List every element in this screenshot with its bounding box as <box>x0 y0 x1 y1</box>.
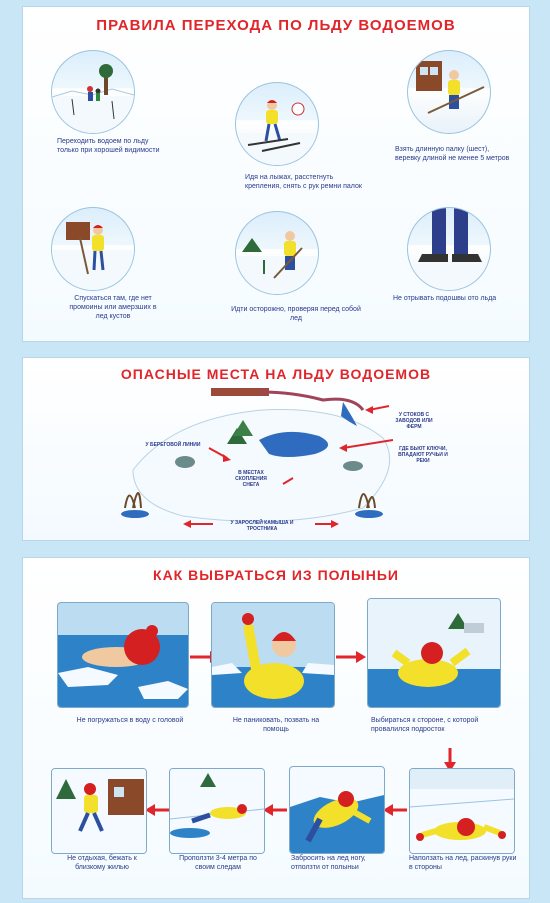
caption-pole-rope: Взять длинную палку (шест), веревку длиной не менее 5 метров <box>395 146 510 162</box>
rescue-title: КАК ВЫБРАТЬСЯ ИЗ ПОЛЫНЬИ <box>153 567 399 583</box>
step-2-caption: Не паниковать, позвать на помощь <box>232 717 320 733</box>
ice-rules-panel <box>22 6 530 342</box>
caption-check-ice: Идти осторожно, проверяя перед собой лед <box>231 306 361 322</box>
step-4-illustration <box>409 768 515 854</box>
caption-good-visibility: Переходить водоем по льду только при хорошей видимости <box>57 138 160 154</box>
arrow-left-icon <box>145 804 169 816</box>
caption-feet-on-ice: Не отрывать подошвы ото льда <box>393 295 497 302</box>
illustration-feet-sliding <box>407 207 491 291</box>
label-reeds: У ЗАРОСЛЕЙ КАМЫША И ТРОСТНИКА <box>230 520 294 532</box>
step-5-caption: Забросить на лед ногу, отползти от полыньи <box>291 855 366 871</box>
illustration-skier <box>235 82 319 166</box>
caption-skis-bindings: Идя на лыжах, расстегнуть крепления, снять с рук ремни палок <box>245 174 362 190</box>
step-5-illustration <box>289 766 385 854</box>
step-7-illustration <box>51 768 147 854</box>
illustration-pole-and-rope <box>407 50 491 134</box>
step-3-illustration <box>367 598 501 708</box>
step-1-caption: Не погружаться в воду с головой <box>76 717 184 724</box>
step-7-caption: Не отдыхая, бежать к близкому жилью <box>67 855 137 871</box>
caption-descend-safe: Спускаться там, где нет промоины или амерзших в лед кустов <box>69 295 157 320</box>
step-2-illustration <box>211 602 335 708</box>
step-6-illustration <box>169 768 265 854</box>
ice-rules-title: ПРАВИЛА ПЕРЕХОДА ПО ЛЬДУ ВОДОЕМОВ <box>96 17 456 34</box>
step-4-caption: Наползать на лед, раскинув руки в стороны <box>409 855 517 871</box>
arrow-right-icon <box>336 651 366 663</box>
arrow-left-icon <box>383 804 407 816</box>
label-shoreline: У БЕРЕГОВОЙ ЛИНИИ <box>145 442 201 448</box>
illustration-descending <box>51 207 135 291</box>
label-snow: В МЕСТАХ СКОПЛЕНИЯ СНЕГА <box>235 470 267 488</box>
step-3-caption: Выбираться к стороне, с которой провалился подросток <box>371 717 479 733</box>
rescue-steps-panel <box>22 557 530 899</box>
dangerous-places-title: ОПАСНЫЕ МЕСТА НА ЛЬДУ ВОДОЕМОВ <box>120 366 432 382</box>
illustration-checking-ice <box>235 211 319 295</box>
illustration-family-crossing <box>51 50 135 134</box>
step-6-caption: Проползти 3-4 метра по своим следам <box>179 855 257 871</box>
arrow-left-icon <box>263 804 287 816</box>
label-drains: У СТОКОВ С ЗАВОДОВ ИЛИ ФЕРМ <box>395 412 433 430</box>
step-1-illustration <box>57 602 189 708</box>
label-springs: ГДЕ БЬЮТ КЛЮЧИ, ВПАДАЮТ РУЧЬИ И РЕКИ <box>398 446 448 464</box>
dangerous-places-panel <box>22 357 530 541</box>
